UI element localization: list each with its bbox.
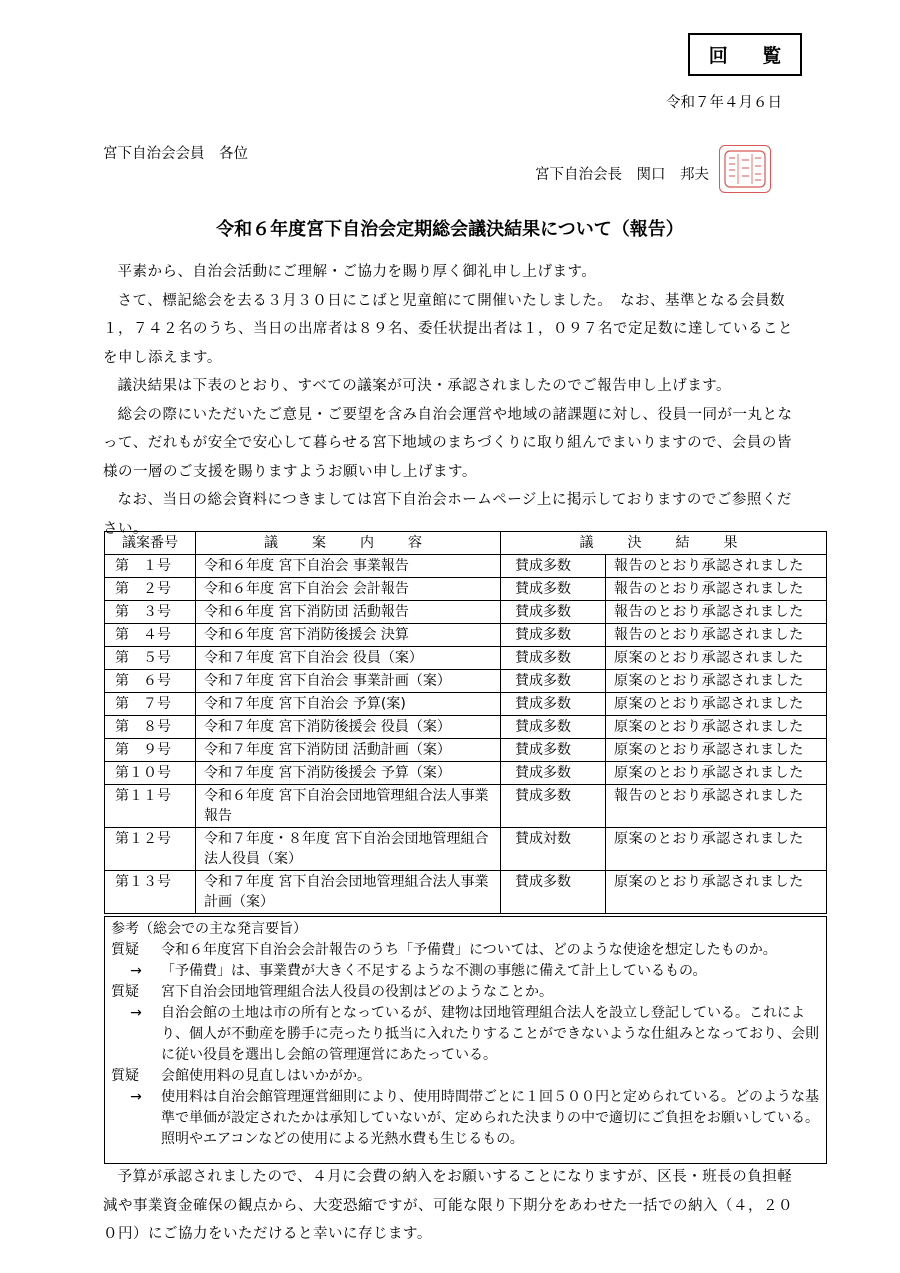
answer-arrow-icon: → — [130, 1089, 142, 1105]
row-number: 第１１号 — [105, 785, 196, 828]
row-vote: 賛成多数 — [501, 785, 606, 828]
row-vote: 賛成多数 — [501, 871, 606, 914]
row-item: 令和６年度 宮下自治会団地管理組合法人事業報告 — [196, 785, 501, 828]
qa-heading: 参考（総会での主な発言要旨） — [111, 921, 307, 937]
body-paragraph: なお、当日の総会資料につきましては宮下自治会ホームページ上に掲示しておりますのでご参照ください。 — [103, 492, 792, 537]
qa-text: 使用料は自治会館管理運営細則により、使用時間帯ごとに１回５００円と定められている。どのような基準で単価が設定されたかは承知していないが、定められた決まりの中で適切にご負担をお願いしている。照明やエアコンなどの使用による光熱水費も生じるもの。 — [161, 1089, 819, 1147]
question-label: 質疑 — [111, 984, 139, 1000]
row-item: 令和７年度 宮下自治会 役員（案） — [196, 647, 501, 670]
answer-arrow-icon: → — [130, 1005, 142, 1021]
table-row — [105, 716, 827, 739]
body-paragraph: さて、標記総会を去る３月３０日にこばと児童館にて開催いたしました。 なお、基準となる会員数１，７４２名のうち、当日の出席者は８９名、委任状提出者は１，０９７名で定足数に達していることを申し添えます。 — [103, 292, 793, 366]
qa-item — [111, 961, 820, 982]
table-row — [105, 624, 827, 647]
row-item: 令和７年度 宮下消防後援会 役員（案） — [196, 716, 501, 739]
row-item: 令和７年度 宮下消防団 活動計画（案） — [196, 739, 501, 762]
row-vote: 賛成多数 — [501, 739, 606, 762]
row-item: 令和６年度 宮下消防団 活動報告 — [196, 601, 501, 624]
row-number: 第 ２号 — [105, 578, 196, 601]
row-result: 原案のとおり承認されました — [606, 871, 827, 914]
row-number: 第１３号 — [105, 871, 196, 914]
row-result: 原案のとおり承認されました — [606, 739, 827, 762]
row-vote: 賛成多数 — [501, 555, 606, 578]
row-number: 第 ５号 — [105, 647, 196, 670]
body-text — [103, 258, 803, 543]
row-vote: 賛成多数 — [501, 716, 606, 739]
row-vote: 賛成多数 — [501, 693, 606, 716]
row-item: 令和７年度 宮下自治会団地管理組合法人事業計画（案） — [196, 871, 501, 914]
row-item: 令和７年度 宮下消防後援会 予算（案） — [196, 762, 501, 785]
question-label: 質疑 — [111, 1068, 139, 1084]
row-result: 報告のとおり承認されました — [606, 555, 827, 578]
qa-text: 会館使用料の見直しはいかがか。 — [161, 1068, 371, 1084]
row-number: 第 ３号 — [105, 601, 196, 624]
reference-qa-box — [104, 916, 827, 1164]
official-seal-stamp — [719, 145, 771, 193]
table-row — [105, 647, 827, 670]
row-number: 第１２号 — [105, 828, 196, 871]
table-row — [105, 762, 827, 785]
closing-paragraph — [103, 1163, 803, 1249]
seal-icon — [722, 148, 768, 190]
kairan-box: 回 覧 — [688, 33, 802, 76]
body-paragraph: 総会の際にいただいたご意見・ご要望を含み自治会運営や地域の諸課題に対し、役員一同が一丸となって、だれもが安全で安心して暮らせる宮下地域のまちづくりに取り組んでまいりますので、会員の皆様の一層のご支援を賜りますようお願い申し上げます。 — [103, 406, 793, 480]
table-row — [105, 555, 827, 578]
row-vote: 賛成多数 — [501, 578, 606, 601]
header-number: 議案番号 — [105, 532, 196, 555]
row-item: 令和６年度 宮下自治会 会計報告 — [196, 578, 501, 601]
question-label: 質疑 — [111, 942, 139, 958]
row-result: 原案のとおり承認されました — [606, 716, 827, 739]
qa-item — [111, 1087, 820, 1150]
table-row — [105, 601, 827, 624]
qa-text: 自治会館の土地は市の所有となっているが、建物は団地管理組合法人を設立し登記している。これにより、個人が不動産を勝手に売ったり抵当に入れたりすることができないような仕組みとなっており、会則に従い役員を選出し会館の管理運営にあたっている。 — [161, 1005, 819, 1063]
row-number: 第 ６号 — [105, 670, 196, 693]
row-number: 第 ４号 — [105, 624, 196, 647]
row-result: 原案のとおり承認されました — [606, 670, 827, 693]
table-row — [105, 871, 827, 914]
table-row — [105, 739, 827, 762]
row-vote: 賛成多数 — [501, 647, 606, 670]
qa-text: 令和６年度宮下自治会会計報告のうち「予備費」については、どのような使途を想定したものか。 — [161, 942, 777, 958]
row-number: 第 １号 — [105, 555, 196, 578]
row-result: 報告のとおり承認されました — [606, 601, 827, 624]
notice-date: 令和７年４月６日 — [666, 95, 782, 111]
row-vote: 賛成対数 — [501, 828, 606, 871]
row-number: 第１０号 — [105, 762, 196, 785]
qa-item — [111, 1066, 820, 1087]
row-vote: 賛成多数 — [501, 762, 606, 785]
table-row — [105, 670, 827, 693]
row-result: 原案のとおり承認されました — [606, 828, 827, 871]
row-item: 令和６年度 宮下自治会 事業報告 — [196, 555, 501, 578]
body-paragraph: 平素から、自治会活動にご理解・ご協力を賜り厚く御礼申し上げます。 — [117, 264, 597, 280]
row-result: 原案のとおり承認されました — [606, 762, 827, 785]
answer-arrow-icon: → — [130, 963, 142, 979]
qa-text: 「予備費」は、事業費が大きく不足するような不測の事態に備えて計上しているもの。 — [161, 963, 707, 979]
document-title: 令和６年度宮下自治会定期総会議決結果について（報告） — [216, 219, 684, 240]
row-item: 令和７年度・８年度 宮下自治会団地管理組合法人役員（案） — [196, 828, 501, 871]
row-vote: 賛成多数 — [501, 624, 606, 647]
header-result: 議 決 結 果 — [501, 532, 827, 555]
table-row — [105, 828, 827, 871]
qa-item — [111, 940, 820, 961]
row-result: 報告のとおり承認されました — [606, 785, 827, 828]
table-row — [105, 693, 827, 716]
row-result: 報告のとおり承認されました — [606, 578, 827, 601]
row-result: 原案のとおり承認されました — [606, 647, 827, 670]
row-item: 令和７年度 宮下自治会 予算(案) — [196, 693, 501, 716]
table-header-row — [105, 532, 827, 555]
table-row — [105, 578, 827, 601]
row-vote: 賛成多数 — [501, 670, 606, 693]
row-item: 令和７年度 宮下自治会 事業計画（案） — [196, 670, 501, 693]
header-content: 議 案 内 容 — [196, 532, 501, 555]
table-row — [105, 785, 827, 828]
resolution-table — [104, 531, 827, 914]
qa-text: 宮下自治会団地管理組合法人役員の役割はどのようなことか。 — [161, 984, 553, 1000]
row-result: 原案のとおり承認されました — [606, 693, 827, 716]
row-number: 第 ９号 — [105, 739, 196, 762]
sender-line: 宮下自治会長 関口 邦夫 — [535, 167, 709, 183]
closing-text: 予算が承認されましたので、４月に会費の納入をお願いすることになりますが、区長・班長の負担軽減や事業資金確保の観点から、大変恐縮ですが、可能な限り下期分をあわせた一括での納入（４，２００円）にご協力をいただけると幸いに存じます。 — [103, 1169, 793, 1242]
row-item: 令和６年度 宮下消防後援会 決算 — [196, 624, 501, 647]
row-result: 報告のとおり承認されました — [606, 624, 827, 647]
row-number: 第 ８号 — [105, 716, 196, 739]
qa-item — [111, 1003, 820, 1066]
row-number: 第 ７号 — [105, 693, 196, 716]
qa-item — [111, 982, 820, 1003]
body-paragraph: 議決結果は下表のとおり、すべての議案が可決・承認されましたのでご報告申し上げます。 — [117, 378, 732, 394]
row-vote: 賛成多数 — [501, 601, 606, 624]
addressee: 宮下自治会会員 各位 — [103, 146, 248, 162]
